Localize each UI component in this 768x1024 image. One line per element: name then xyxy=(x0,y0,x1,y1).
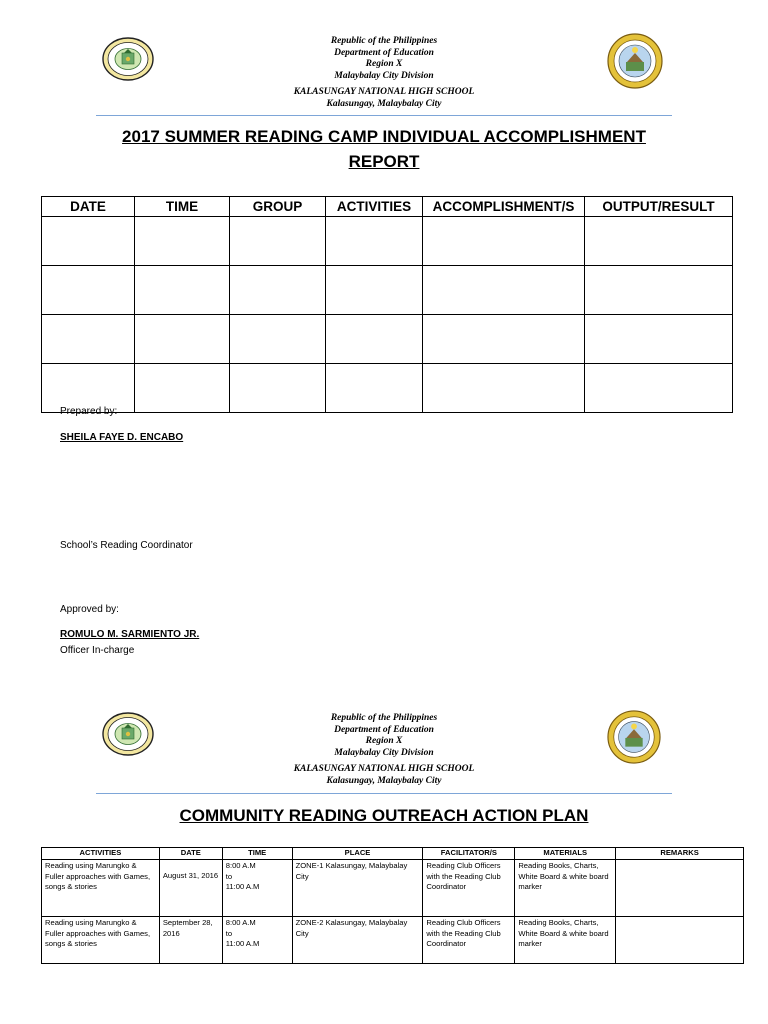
table-row xyxy=(42,217,733,266)
plan-title: COMMUNITY READING OUTREACH ACTION PLAN xyxy=(179,806,589,825)
header-divider xyxy=(96,115,672,116)
cell-place: ZONE-2 Kalasungay, Malaybalay City xyxy=(292,917,423,964)
cell-activities: Reading using Marungko & Fuller approaches with Games, songs & stories xyxy=(42,917,160,964)
school-name: KALASUNGAY NATIONAL HIGH SCHOOL xyxy=(293,764,475,774)
school-seal-logo xyxy=(102,37,154,81)
division-line: Malaybalay City Division xyxy=(334,70,434,81)
column-header: MATERIALS xyxy=(515,848,616,860)
cell-materials: Reading Books, Charts, White Board & white board marker xyxy=(515,860,616,917)
cell-date: August 31, 2016 xyxy=(159,860,222,917)
cell-remarks xyxy=(616,917,744,964)
table-header-row xyxy=(42,197,733,217)
cell-place: ZONE-1 Kalasungay, Malaybalay City xyxy=(292,860,423,917)
table-row xyxy=(42,364,733,413)
republic-line: Republic of the Philippines xyxy=(330,36,438,46)
table-row xyxy=(42,266,733,315)
action-plan-table xyxy=(41,847,744,964)
column-header: ACTIVITIES xyxy=(42,848,160,860)
prepared-by-name: SHEILA FAYE D. ENCABO xyxy=(60,432,184,443)
table-row xyxy=(42,917,744,964)
approved-by-title: Officer In-charge xyxy=(60,645,135,656)
column-header: GROUP xyxy=(230,197,326,217)
prepared-by-title: School’s Reading Coordinator xyxy=(60,540,193,551)
column-header: DATE xyxy=(42,197,135,217)
school-seal-logo xyxy=(102,712,154,756)
deped-seal-logo xyxy=(607,710,661,764)
cell-remarks xyxy=(616,860,744,917)
column-header: TIME xyxy=(222,848,292,860)
column-header: DATE xyxy=(159,848,222,860)
table-row xyxy=(42,315,733,364)
report-title xyxy=(0,124,768,174)
division-line: Malaybalay City Division xyxy=(334,747,434,758)
report-title-line1: 2017 SUMMER READING CAMP INDIVIDUAL ACCOMPLISHMENT xyxy=(122,127,646,146)
letterhead xyxy=(180,713,588,787)
school-name: KALASUNGAY NATIONAL HIGH SCHOOL xyxy=(293,87,475,97)
region-line: Region X xyxy=(365,736,403,746)
school-address: Kalasungay, Malaybalay City xyxy=(326,98,442,109)
cell-materials: Reading Books, Charts, White Board & white board marker xyxy=(515,917,616,964)
deped-seal-logo xyxy=(607,33,663,89)
cell-time: 8:00 A.M to 11:00 A.M xyxy=(222,917,292,964)
column-header: PLACE xyxy=(292,848,423,860)
accomplishment-table xyxy=(41,196,733,413)
cell-facilitators: Reading Club Officers with the Reading Club Coordinator xyxy=(423,860,515,917)
cell-date: September 28, 2016 xyxy=(159,917,222,964)
department-line: Department of Education xyxy=(334,724,434,735)
cell-activities: Reading using Marungko & Fuller approaches with Games, songs & stories xyxy=(42,860,160,917)
column-header: FACILITATOR/S xyxy=(423,848,515,860)
school-address: Kalasungay, Malaybalay City xyxy=(326,775,442,786)
header-divider xyxy=(96,793,672,794)
approved-by-name: ROMULO M. SARMIENTO JR. xyxy=(60,629,200,640)
report-title-line2: REPORT xyxy=(348,152,420,171)
column-header: ACTIVITIES xyxy=(326,197,423,217)
prepared-by-label: Prepared by: xyxy=(60,406,118,417)
cell-time: 8:00 A.M to 11:00 A.M xyxy=(222,860,292,917)
letterhead xyxy=(180,36,588,110)
region-line: Region X xyxy=(365,59,403,69)
column-header: TIME xyxy=(135,197,230,217)
column-header: ACCOMPLISHMENT/S xyxy=(423,197,585,217)
department-line: Department of Education xyxy=(334,47,434,58)
approved-by-label: Approved by: xyxy=(60,604,119,615)
column-header: OUTPUT/RESULT xyxy=(585,197,733,217)
cell-facilitators: Reading Club Officers with the Reading Club Coordinator xyxy=(423,917,515,964)
table-row xyxy=(42,860,744,917)
table-header-row xyxy=(42,848,744,860)
republic-line: Republic of the Philippines xyxy=(330,713,438,723)
column-header: REMARKS xyxy=(616,848,744,860)
